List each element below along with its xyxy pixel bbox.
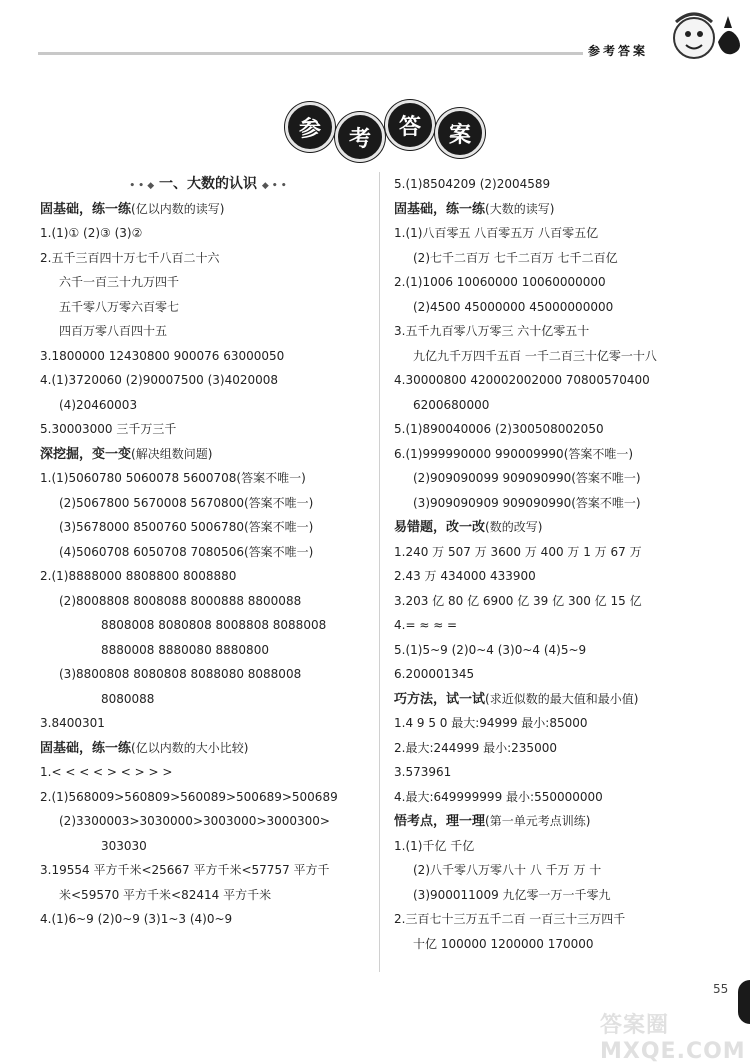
header-subtitle: (亿以内数的读写): [131, 201, 225, 216]
answer-line: 4.30000800 420002002000 70800570400: [394, 373, 650, 387]
answer-line: 1.(1)千亿 千亿: [394, 838, 475, 853]
header-title: 巧方法，试一试: [394, 691, 486, 707]
section-title: [40, 172, 376, 197]
answer-line: 2.最大:244999 最小:235000: [394, 740, 557, 755]
answer-line: (3)8800808 8080808 8088080 8088008: [59, 667, 302, 681]
answer-line: 九亿九千万四千五百 一千二百三十亿零一十八: [413, 348, 657, 363]
exercise-header: [394, 687, 714, 712]
header-title: 固基础，练一练: [394, 201, 486, 217]
exercise-header: [40, 197, 376, 222]
answer-line: 6.200001345: [394, 667, 475, 681]
header-title: 固基础，练一练: [40, 201, 132, 217]
answer-line: 1.(1)① (2)③ (3)②: [40, 226, 143, 240]
answer-line: (2)909090099 909090990(答案不唯一): [413, 471, 641, 485]
answer-line: (2)4500 45000000 45000000000: [413, 299, 614, 314]
title-char: 答: [385, 100, 435, 150]
answer-line: 2.三百七十三万五千二百 一百三十三万四千: [394, 912, 626, 926]
exercise-header: [394, 809, 714, 834]
header-subtitle: (求近似数的最大值和最小值): [485, 691, 639, 706]
answer-line: 4.= ≈ ≈ =: [394, 618, 458, 632]
mascot-icon: [666, 8, 746, 64]
answer-line: 五千零八万零六百零七: [59, 299, 180, 314]
header-subtitle: (第一单元考点训练): [485, 814, 591, 828]
answer-line: 2.(1)568009>560809>560089>500689>500689: [40, 789, 338, 804]
exercise-header: [40, 736, 376, 761]
answer-line: 4.最大:649999999 最小:550000000: [394, 789, 603, 804]
answer-line: 四百万零八百四十五: [59, 324, 168, 338]
answer-line: (3)909090909 909090990(答案不唯一): [413, 495, 641, 510]
answer-line: 8880008 8880080 8880800: [101, 642, 269, 657]
left-column: [40, 172, 376, 932]
answer-line: 6200680000: [413, 397, 490, 412]
answer-line: (2)七千二百万 七千二百万 七千二百亿: [413, 250, 618, 265]
answer-line: 2.(1)8888000 8808800 8008880: [40, 569, 237, 583]
page-title: [285, 96, 485, 156]
exercise-header: [394, 197, 714, 222]
answer-line: 4.(1)3720060 (2)90007500 (3)4020008: [40, 373, 279, 387]
header-subtitle: (亿以内数的大小比较): [131, 740, 249, 755]
answer-line: 2.五千三百四十万七千八百二十六: [40, 250, 220, 265]
answer-line: 5.(1)890040006 (2)300508002050: [394, 422, 604, 436]
answer-line: (3)900011009 九亿零一万一千零九: [413, 887, 611, 902]
answer-line: (3)5678000 8500760 5006780(答案不唯一): [59, 520, 314, 534]
right-column: [394, 172, 714, 956]
answer-line: 1.(1)5060780 5060078 5600708(答案不唯一): [40, 471, 306, 485]
page-header: [0, 0, 750, 72]
title-char: 参: [285, 102, 335, 152]
section-title-text: 一、大数的认识: [159, 176, 257, 192]
answer-line: 3.五千九百零八万零三 六十亿零五十: [394, 324, 590, 338]
title-char: 考: [335, 112, 385, 162]
answer-line: 8808008 8080808 8008808 8088008: [101, 618, 327, 632]
answer-line: 3.8400301: [40, 716, 105, 730]
header-subtitle: (解决组数问题): [131, 446, 213, 461]
decoration-dots: ◆ • •: [261, 181, 287, 191]
answer-line: (4)20460003: [59, 397, 138, 412]
watermark: 答案圈 MXQE.COM: [600, 1013, 746, 1064]
answer-line: 8080088: [101, 691, 155, 706]
answer-line: 2.43 万 434000 433900: [394, 569, 536, 583]
answer-line: (2)5067800 5670008 5670800(答案不唯一): [59, 495, 314, 510]
decoration-dots: • • ◆: [129, 181, 155, 191]
answer-line: 1.(1)八百零五 八百零五万 八百零五亿: [394, 226, 599, 240]
answer-line: 6.(1)999990000 990009990(答案不唯一): [394, 446, 634, 461]
answer-line: 3.573961: [394, 765, 452, 779]
header-subtitle: (数的改写): [485, 520, 543, 534]
header-label: 参考答案: [588, 44, 649, 58]
column-divider: [379, 172, 380, 972]
exercise-header: [394, 515, 714, 540]
answer-line: 4.(1)6~9 (2)0~9 (3)1~3 (4)0~9: [40, 912, 233, 926]
header-title: 易错题，改一改: [394, 520, 486, 535]
answer-line: (2)8008808 8008088 8000888 8800088: [59, 593, 302, 608]
answer-line: 六千一百三十九万四千: [59, 275, 180, 289]
answer-line: 1.< < < < > < > > >: [40, 765, 173, 779]
answer-line: 3.1800000 12430800 900076 63000050: [40, 348, 285, 363]
answer-line: 5.(1)8504209 (2)2004589: [394, 177, 551, 191]
answer-line: 303030: [101, 838, 147, 853]
answer-line: 1.240 万 507 万 3600 万 400 万 1 万 67 万: [394, 544, 642, 559]
header-subtitle: (大数的读写): [485, 201, 555, 216]
answer-line: (2)八千零八万零八十 八 千万 万 十: [413, 863, 602, 877]
answer-line: 米<59570 平方千米<82414 平方千米: [59, 887, 272, 902]
answer-line: (4)5060708 6050708 7080506(答案不唯一): [59, 544, 314, 559]
page-number: 55: [713, 982, 729, 996]
answer-line: (2)3300003>3030000>3003000>3000300>: [59, 814, 330, 828]
answer-line: 3.203 亿 80 亿 6900 亿 39 亿 300 亿 15 亿: [394, 593, 642, 608]
answer-line: 5.30003000 三千万三千: [40, 422, 177, 436]
answer-line: 十亿 100000 1200000 170000: [413, 936, 594, 951]
answer-line: 3.19554 平方千米<25667 平方千米<57757 平方千: [40, 863, 330, 877]
title-char: 案: [435, 108, 485, 158]
exercise-header: [40, 442, 376, 467]
answer-line: 1.4 9 5 0 最大:94999 最小:85000: [394, 716, 588, 730]
answer-line: 2.(1)1006 10060000 10060000000: [394, 275, 606, 289]
header-title: 悟考点，理一理: [394, 814, 486, 829]
header-title: 深挖掘，变一变: [40, 446, 132, 462]
answer-line: 5.(1)5~9 (2)0~4 (3)0~4 (4)5~9: [394, 642, 587, 657]
header-rule: [38, 52, 583, 55]
header-title: 固基础，练一练: [40, 740, 132, 756]
